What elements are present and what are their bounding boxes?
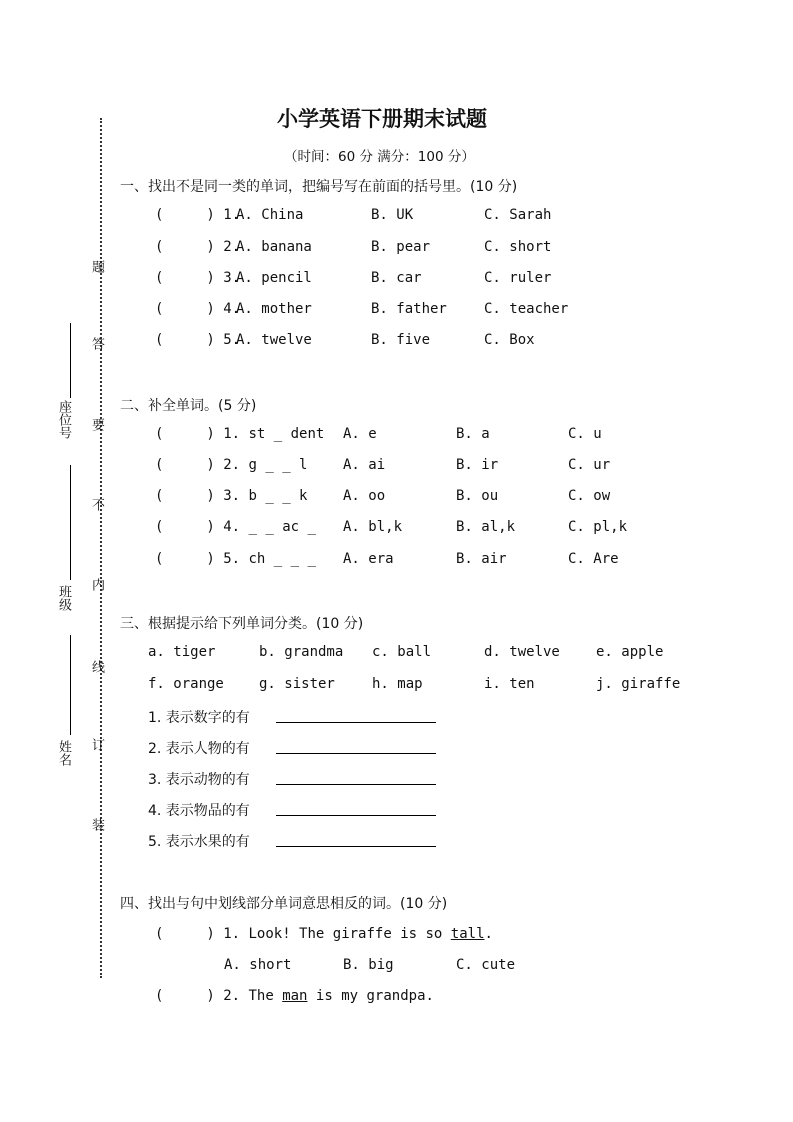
paren-open: ( xyxy=(155,551,164,567)
section-3-heading: 三、根据提示给下列单词分类。(10 分) xyxy=(120,616,364,632)
q-number: 3. xyxy=(223,270,241,286)
q-number: 2. xyxy=(223,239,241,255)
s1-question-2 xyxy=(155,239,240,255)
s3-answer-line-3[interactable] xyxy=(276,784,436,785)
s2-q2-option-a: A. ai xyxy=(343,457,386,473)
binding-char-1: 题 xyxy=(89,260,104,273)
paren-close: ) xyxy=(206,239,215,255)
s3-word-b: b. grandma xyxy=(259,644,344,660)
binding-char-7: 订 xyxy=(89,738,104,751)
s2-q1-option-b: B. a xyxy=(456,426,490,442)
s2-q5-option-a: A. era xyxy=(343,551,394,567)
s1-q5-option-a: A. twelve xyxy=(236,332,312,348)
s2-q2-option-b: B. ir xyxy=(456,457,499,473)
s1-q2-option-c: C. short xyxy=(484,239,552,255)
q-number: 5. xyxy=(223,332,241,348)
s1-question-3 xyxy=(155,270,240,286)
s2-q1-option-c: C. u xyxy=(568,426,602,442)
word-fragment: ch _ _ _ xyxy=(248,551,316,567)
s2-question-2 xyxy=(155,457,308,473)
q-number: 1. xyxy=(223,426,241,442)
s2-question-3 xyxy=(155,488,308,504)
paren-close: ) xyxy=(206,457,215,473)
paren-open: ( xyxy=(155,926,164,942)
s1-q5-option-b: B. five xyxy=(371,332,431,348)
s2-q3-option-a: A. oo xyxy=(343,488,386,504)
s1-q3-option-a: A. pencil xyxy=(236,270,312,286)
s3-word-d: d. twelve xyxy=(484,644,560,660)
s3-word-e: e. apple xyxy=(596,644,664,660)
paren-close: ) xyxy=(206,926,215,942)
page-subtitle: （时间：60 分 满分：100 分） xyxy=(284,149,475,165)
s1-q1-option-b: B. UK xyxy=(371,207,414,223)
s4-question-1 xyxy=(155,926,493,942)
s2-q3-option-c: C. ow xyxy=(568,488,611,504)
s2-question-5 xyxy=(155,551,316,567)
word-fragment: g _ _ l xyxy=(248,457,308,473)
paren-open: ( xyxy=(155,207,164,223)
sentence-end: is my grandpa. xyxy=(307,988,434,1004)
s4-q1-option-b: B. big xyxy=(343,957,394,973)
s3-word-h: h. map xyxy=(372,676,423,692)
name-fill-line xyxy=(70,635,71,735)
s2-q5-option-b: B. air xyxy=(456,551,507,567)
s3-word-c: c. ball xyxy=(372,644,432,660)
s4-question-2 xyxy=(155,988,434,1004)
paren-open: ( xyxy=(155,988,164,1004)
class-fill-line xyxy=(70,465,71,580)
binding-char-5: 内 xyxy=(89,578,104,591)
s2-q2-option-c: C. ur xyxy=(568,457,611,473)
s1-q4-option-b: B. father xyxy=(371,301,447,317)
paren-close: ) xyxy=(206,426,215,442)
s1-q2-option-a: A. banana xyxy=(236,239,312,255)
paren-open: ( xyxy=(155,426,164,442)
s3-prompt-5: 5. 表示水果的有 xyxy=(148,834,250,850)
paren-close: ) xyxy=(206,519,215,535)
binding-char-2: 答 xyxy=(89,337,104,350)
q-number: 3. xyxy=(223,488,241,504)
s2-q4-option-b: B. al,k xyxy=(456,519,516,535)
s1-q1-option-c: C. Sarah xyxy=(484,207,552,223)
paren-close: ) xyxy=(206,488,215,504)
s3-word-j: j. giraffe xyxy=(596,676,681,692)
paren-close: ) xyxy=(206,207,215,223)
paren-close: ) xyxy=(206,988,215,1004)
sentence-start: The xyxy=(248,988,283,1004)
paren-open: ( xyxy=(155,270,164,286)
seat-fill-line xyxy=(70,323,71,398)
q-number: 4. xyxy=(223,519,241,535)
s3-prompt-4: 4. 表示物品的有 xyxy=(148,803,250,819)
q-number: 4. xyxy=(223,301,241,317)
binding-char-6: 线 xyxy=(89,660,104,673)
s1-question-5 xyxy=(155,332,240,348)
binding-char-8: 装 xyxy=(89,818,104,831)
s2-question-4 xyxy=(155,519,316,535)
s3-word-f: f. orange xyxy=(148,676,224,692)
s1-question-4 xyxy=(155,301,240,317)
s4-q1-option-a: A. short xyxy=(224,957,292,973)
q-number: 1. xyxy=(223,926,241,942)
section-4-heading: 四、找出与句中划线部分单词意思相反的词。(10 分) xyxy=(120,896,448,912)
page-title: 小学英语下册期末试题 xyxy=(277,107,487,131)
word-fragment: st _ dent xyxy=(248,426,325,442)
s3-word-g: g. sister xyxy=(259,676,335,692)
sentence-end: . xyxy=(484,926,493,942)
underlined-word: tall xyxy=(450,926,485,942)
s1-q3-option-b: B. car xyxy=(371,270,422,286)
paren-close: ) xyxy=(206,332,215,348)
name-label: 姓名 xyxy=(56,740,71,766)
paren-open: ( xyxy=(155,519,164,535)
underlined-word: man xyxy=(282,988,308,1004)
s1-q2-option-b: B. pear xyxy=(371,239,431,255)
section-1-heading: 一、找出不是同一类的单词，把编号写在前面的括号里。(10 分) xyxy=(120,179,518,195)
word-fragment: _ _ ac _ xyxy=(248,519,316,535)
s3-prompt-2: 2. 表示人物的有 xyxy=(148,741,250,757)
binding-char-3: 要 xyxy=(89,418,104,431)
paren-open: ( xyxy=(155,239,164,255)
s1-q4-option-c: C. teacher xyxy=(484,301,569,317)
paren-close: ) xyxy=(206,301,215,317)
s3-answer-line-2[interactable] xyxy=(276,753,436,754)
s1-q5-option-c: C. Box xyxy=(484,332,535,348)
paren-open: ( xyxy=(155,301,164,317)
seat-label: 座位号 xyxy=(56,400,71,439)
word-fragment: b _ _ k xyxy=(248,488,308,504)
s3-word-i: i. ten xyxy=(484,676,535,692)
binding-dotted-line xyxy=(100,118,102,978)
s1-q3-option-c: C. ruler xyxy=(484,270,552,286)
s2-q5-option-c: C. Are xyxy=(568,551,619,567)
s3-answer-line-5[interactable] xyxy=(276,846,436,847)
s3-prompt-3: 3. 表示动物的有 xyxy=(148,772,250,788)
s2-q4-option-a: A. bl,k xyxy=(343,519,403,535)
binding-char-4: 不 xyxy=(89,498,104,511)
paren-open: ( xyxy=(155,488,164,504)
sentence-start: Look! The giraffe is so xyxy=(248,926,451,942)
s4-q1-option-c: C. cute xyxy=(456,957,516,973)
s3-answer-line-4[interactable] xyxy=(276,815,436,816)
paren-close: ) xyxy=(206,270,215,286)
section-2-heading: 二、补全单词。(5 分) xyxy=(120,398,257,414)
s1-question-1 xyxy=(155,207,240,223)
s2-q1-option-a: A. e xyxy=(343,426,377,442)
s2-q3-option-b: B. ou xyxy=(456,488,499,504)
s3-word-a: a. tiger xyxy=(148,644,216,660)
s3-answer-line-1[interactable] xyxy=(276,722,436,723)
q-number: 2. xyxy=(223,457,241,473)
s1-q1-option-a: A. China xyxy=(236,207,304,223)
s1-q4-option-a: A. mother xyxy=(236,301,312,317)
q-number: 1. xyxy=(223,207,241,223)
paren-close: ) xyxy=(206,551,215,567)
s2-question-1 xyxy=(155,426,324,442)
q-number: 2. xyxy=(223,988,241,1004)
s3-prompt-1: 1. 表示数字的有 xyxy=(148,710,250,726)
s2-q4-option-c: C. pl,k xyxy=(568,519,628,535)
paren-open: ( xyxy=(155,332,164,348)
class-label: 班级 xyxy=(56,585,71,611)
q-number: 5. xyxy=(223,551,241,567)
paren-open: ( xyxy=(155,457,164,473)
